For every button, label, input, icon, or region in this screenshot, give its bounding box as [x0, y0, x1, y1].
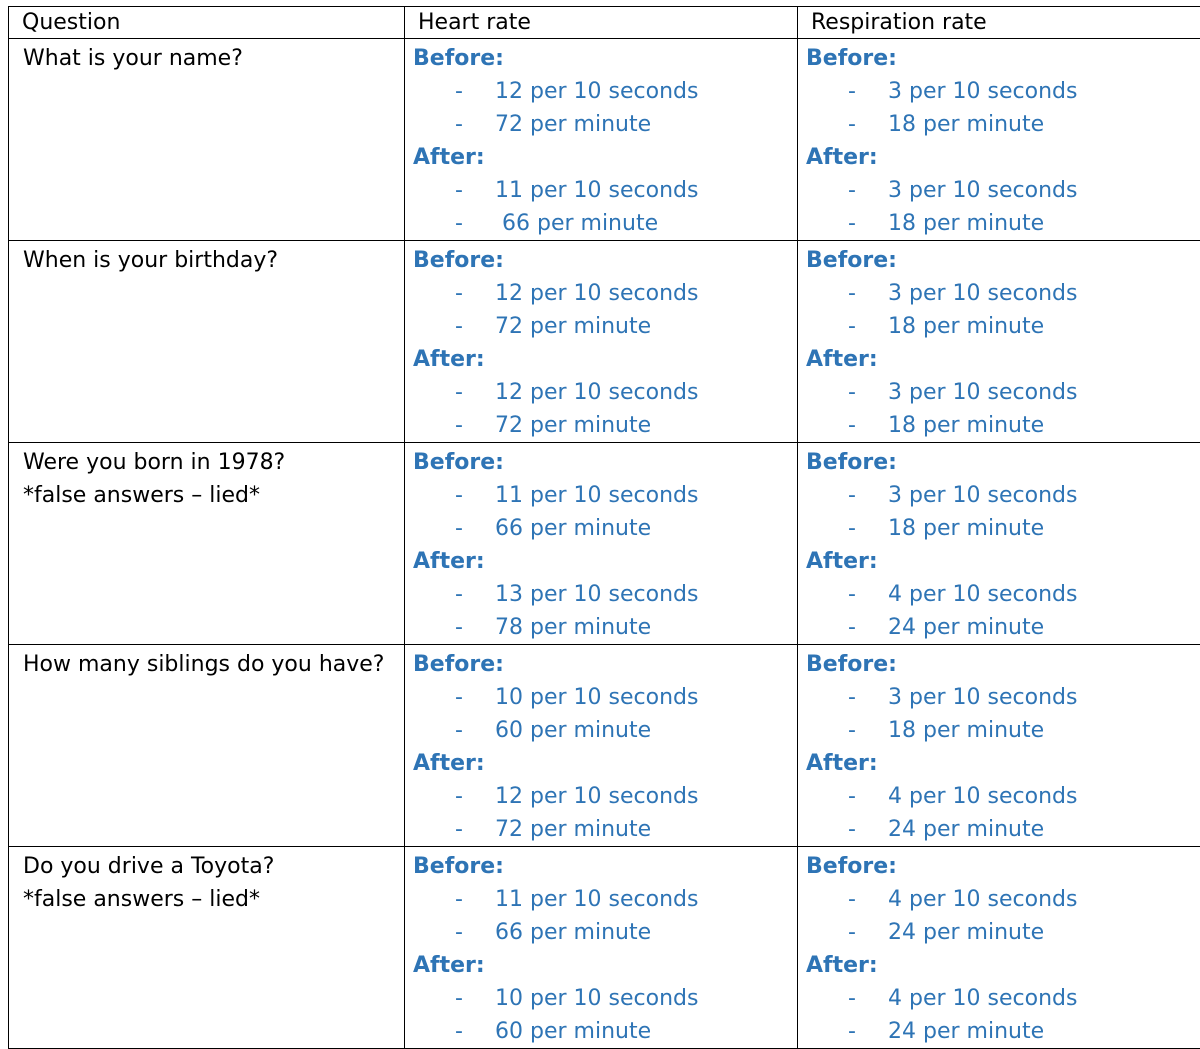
rate-value: 18 per minute	[888, 718, 1044, 743]
rate-value: 72 per minute	[495, 817, 651, 842]
header-row	[9, 7, 1200, 39]
rate-value: 24 per minute	[888, 817, 1044, 842]
bullet-dash: -	[413, 174, 495, 207]
bullet-dash: -	[413, 982, 495, 1015]
bullet-dash: -	[413, 714, 495, 747]
rate-value-line	[806, 479, 1200, 512]
rate-value-line	[806, 174, 1200, 207]
rate-value-line	[806, 611, 1200, 644]
rate-value-line	[413, 578, 797, 611]
bullet-dash: -	[413, 277, 495, 310]
rate-value: 24 per minute	[888, 920, 1044, 945]
bullet-dash: -	[413, 310, 495, 343]
phase-label-before: Before:	[806, 446, 1200, 479]
rate-value-line	[806, 714, 1200, 747]
table-row	[9, 847, 1200, 1049]
rate-value-line	[413, 1015, 797, 1048]
question-text: Were you born in 1978?	[23, 450, 285, 475]
question-text: What is your name?	[23, 46, 243, 71]
rate-value: 18 per minute	[888, 314, 1044, 339]
heart-rate-cell	[405, 443, 798, 645]
heart-rate-cell	[405, 847, 798, 1049]
bullet-dash: -	[413, 681, 495, 714]
bullet-dash: -	[806, 174, 888, 207]
rate-value-line	[806, 376, 1200, 409]
respiration-rate-cell	[798, 39, 1200, 241]
rate-value-line	[806, 512, 1200, 545]
rate-value: 60 per minute	[495, 718, 651, 743]
rate-value-line	[806, 916, 1200, 949]
bullet-dash: -	[806, 75, 888, 108]
header-respiration-rate: Respiration rate	[798, 7, 1200, 39]
rate-value-line	[413, 512, 797, 545]
rate-value: 3 per 10 seconds	[888, 380, 1077, 405]
rate-value-line	[806, 277, 1200, 310]
rate-value: 12 per 10 seconds	[495, 784, 698, 809]
bullet-dash: -	[806, 512, 888, 545]
bullet-dash: -	[806, 780, 888, 813]
rate-value-line	[806, 108, 1200, 141]
question-cell	[9, 645, 405, 847]
phase-label-before: Before:	[413, 244, 797, 277]
phase-label-before: Before:	[806, 850, 1200, 883]
question-cell	[9, 241, 405, 443]
rate-value-line	[413, 611, 797, 644]
bullet-dash: -	[806, 681, 888, 714]
bullet-dash: -	[413, 108, 495, 141]
rate-value: 4 per 10 seconds	[888, 986, 1077, 1011]
rate-value-line	[413, 376, 797, 409]
rate-value: 11 per 10 seconds	[495, 178, 698, 203]
table-row	[9, 39, 1200, 241]
rate-value: 24 per minute	[888, 615, 1044, 640]
table-row	[9, 443, 1200, 645]
respiration-rate-cell	[798, 443, 1200, 645]
phase-label-before: Before:	[413, 42, 797, 75]
phase-label-before: Before:	[806, 244, 1200, 277]
bullet-dash: -	[413, 883, 495, 916]
phase-label-after: After:	[413, 343, 797, 376]
table-header	[9, 7, 1200, 39]
rate-value-line	[806, 207, 1200, 240]
rate-value: 12 per 10 seconds	[495, 281, 698, 306]
rate-value-line	[413, 277, 797, 310]
respiration-rate-cell	[798, 645, 1200, 847]
question-text: Do you drive a Toyota?	[23, 854, 274, 879]
rate-value: 10 per 10 seconds	[495, 986, 698, 1011]
rate-value: 18 per minute	[888, 211, 1044, 236]
rate-value: 66 per minute	[495, 920, 651, 945]
rate-value-line	[806, 681, 1200, 714]
bullet-dash: -	[413, 611, 495, 644]
rate-value-line	[413, 310, 797, 343]
bullet-dash: -	[413, 479, 495, 512]
bullet-dash: -	[806, 1015, 888, 1048]
rate-value: 3 per 10 seconds	[888, 281, 1077, 306]
rate-value-line	[806, 75, 1200, 108]
bullet-dash: -	[806, 376, 888, 409]
bullet-dash: -	[413, 207, 495, 240]
rate-value: 12 per 10 seconds	[495, 79, 698, 104]
heart-rate-cell	[405, 645, 798, 847]
rate-value: 72 per minute	[495, 413, 651, 438]
phase-label-after: After:	[806, 545, 1200, 578]
phase-label-after: After:	[806, 141, 1200, 174]
rate-value-line	[806, 883, 1200, 916]
rate-value: 3 per 10 seconds	[888, 483, 1077, 508]
rate-value: 13 per 10 seconds	[495, 582, 698, 607]
rate-value-line	[413, 174, 797, 207]
question-note: *false answers – lied*	[23, 479, 404, 512]
rate-value: 18 per minute	[888, 112, 1044, 137]
bullet-dash: -	[806, 813, 888, 846]
bullet-dash: -	[413, 376, 495, 409]
rate-value-line	[413, 75, 797, 108]
rate-value: 4 per 10 seconds	[888, 784, 1077, 809]
phase-label-after: After:	[413, 747, 797, 780]
rate-value-line	[413, 780, 797, 813]
rate-value-line	[806, 1015, 1200, 1048]
rate-value: 10 per 10 seconds	[495, 685, 698, 710]
respiration-rate-cell	[798, 847, 1200, 1049]
bullet-dash: -	[413, 1015, 495, 1048]
question-cell	[9, 847, 405, 1049]
phase-label-before: Before:	[413, 648, 797, 681]
question-cell	[9, 39, 405, 241]
rate-value-line	[413, 207, 797, 240]
bullet-dash: -	[806, 578, 888, 611]
bullet-dash: -	[413, 780, 495, 813]
rate-value: 12 per 10 seconds	[495, 380, 698, 405]
rate-value: 18 per minute	[888, 413, 1044, 438]
header-heart-rate: Heart rate	[405, 7, 798, 39]
results-table	[8, 6, 1200, 1049]
rate-value: 24 per minute	[888, 1019, 1044, 1044]
question-text: How many siblings do you have?	[23, 652, 384, 677]
rate-value: 3 per 10 seconds	[888, 685, 1077, 710]
rate-value: 18 per minute	[888, 516, 1044, 541]
rate-value: 78 per minute	[495, 615, 651, 640]
phase-label-before: Before:	[806, 42, 1200, 75]
bullet-dash: -	[413, 75, 495, 108]
bullet-dash: -	[413, 409, 495, 442]
phase-label-after: After:	[806, 949, 1200, 982]
rate-value-line	[806, 813, 1200, 846]
question-note: *false answers – lied*	[23, 883, 404, 916]
rate-value: 66 per minute	[495, 516, 651, 541]
bullet-dash: -	[806, 479, 888, 512]
table-body	[9, 39, 1200, 1049]
bullet-dash: -	[413, 916, 495, 949]
rate-value: 72 per minute	[495, 112, 651, 137]
rate-value-line	[806, 310, 1200, 343]
phase-label-after: After:	[806, 343, 1200, 376]
phase-label-after: After:	[413, 949, 797, 982]
bullet-dash: -	[806, 108, 888, 141]
bullet-dash: -	[806, 277, 888, 310]
rate-value-line	[413, 982, 797, 1015]
phase-label-after: After:	[413, 141, 797, 174]
bullet-dash: -	[413, 813, 495, 846]
rate-value-line	[413, 916, 797, 949]
table-row	[9, 645, 1200, 847]
bullet-dash: -	[806, 916, 888, 949]
table-row	[9, 241, 1200, 443]
rate-value: 3 per 10 seconds	[888, 79, 1077, 104]
header-question: Question	[9, 7, 405, 39]
rate-value: 4 per 10 seconds	[888, 582, 1077, 607]
bullet-dash: -	[806, 310, 888, 343]
rate-value: 11 per 10 seconds	[495, 483, 698, 508]
rate-value-line	[413, 409, 797, 442]
rate-value: 66 per minute	[495, 211, 658, 236]
heart-rate-cell	[405, 39, 798, 241]
rate-value-line	[806, 780, 1200, 813]
rate-value: 3 per 10 seconds	[888, 178, 1077, 203]
rate-value: 60 per minute	[495, 1019, 651, 1044]
bullet-dash: -	[413, 578, 495, 611]
phase-label-after: After:	[413, 545, 797, 578]
respiration-rate-cell	[798, 241, 1200, 443]
rate-value: 4 per 10 seconds	[888, 887, 1077, 912]
rate-value-line	[413, 479, 797, 512]
phase-label-before: Before:	[413, 850, 797, 883]
bullet-dash: -	[806, 714, 888, 747]
rate-value-line	[413, 681, 797, 714]
bullet-dash: -	[806, 409, 888, 442]
rate-value-line	[806, 578, 1200, 611]
bullet-dash: -	[806, 982, 888, 1015]
bullet-dash: -	[413, 512, 495, 545]
phase-label-before: Before:	[413, 446, 797, 479]
heart-rate-cell	[405, 241, 798, 443]
bullet-dash: -	[806, 207, 888, 240]
phase-label-before: Before:	[806, 648, 1200, 681]
question-text: When is your birthday?	[23, 248, 278, 273]
rate-value-line	[413, 883, 797, 916]
rate-value-line	[806, 409, 1200, 442]
rate-value-line	[806, 982, 1200, 1015]
rate-value: 72 per minute	[495, 314, 651, 339]
rate-value-line	[413, 108, 797, 141]
phase-label-after: After:	[806, 747, 1200, 780]
rate-value-line	[413, 714, 797, 747]
rate-value-line	[413, 813, 797, 846]
bullet-dash: -	[806, 611, 888, 644]
rate-value: 11 per 10 seconds	[495, 887, 698, 912]
bullet-dash: -	[806, 883, 888, 916]
question-cell	[9, 443, 405, 645]
